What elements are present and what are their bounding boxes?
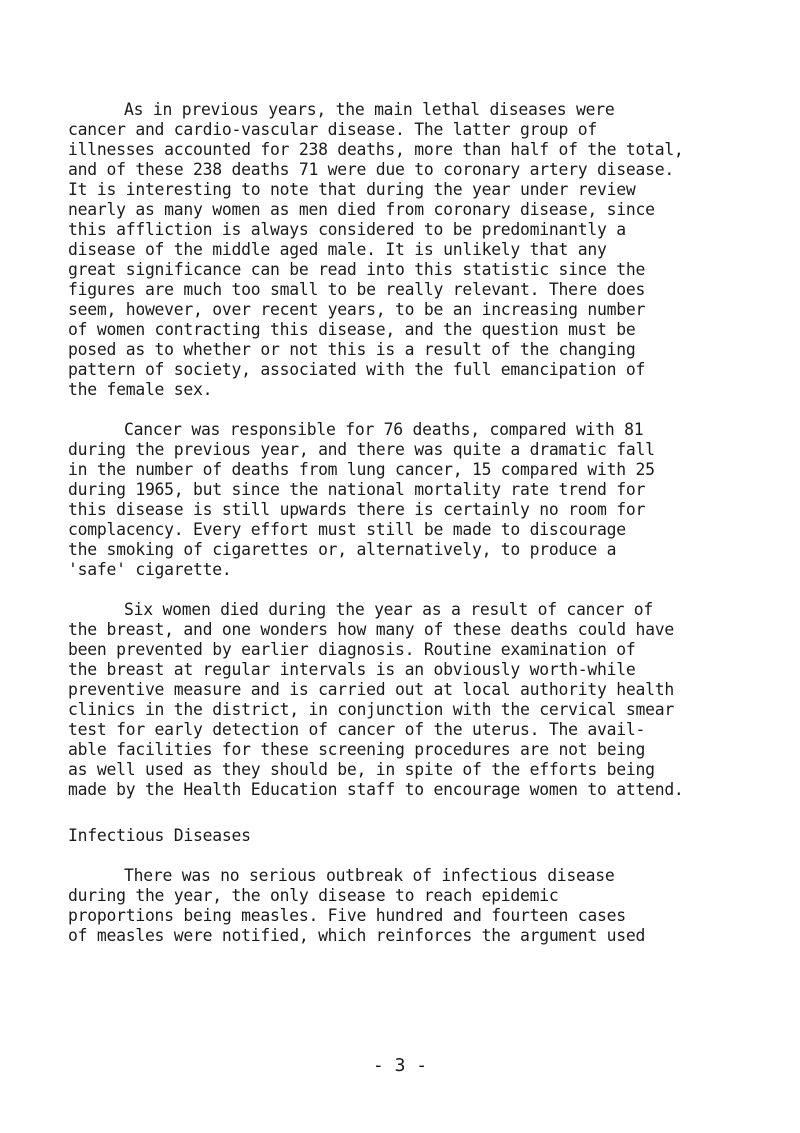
text-line: proportions being measles. Five hundred and fourteen cases (68, 906, 626, 925)
text-line: nearly as many women as men died from coronary disease, since (68, 200, 655, 219)
text-line: the breast at regular intervals is an obviously worth-while (68, 660, 636, 679)
text-line: able facilities for these screening procedures are not being (68, 740, 646, 759)
text-line: been prevented by earlier diagnosis. Routine examination of (68, 640, 636, 659)
page-number: - 3 - (372, 1055, 428, 1076)
text-line: seem, however, over recent years, to be an increasing number (68, 300, 646, 319)
text-line: figures are much too small to be really relevant. There does (68, 280, 646, 299)
text-line: It is interesting to note that during the year under review (68, 180, 636, 199)
text-line: the smoking of cigarettes or, alternatively, to produce a (68, 540, 617, 559)
text-line: the female sex. (68, 380, 213, 399)
text-line: and of these 238 deaths 71 were due to coronary artery disease. (68, 160, 674, 179)
text-line: clinics in the district, in conjunction with the cervical smear (68, 700, 674, 719)
text-line: in the number of deaths from lung cancer, 15 compared with 25 (68, 460, 655, 479)
text-line: this affliction is always considered to be predominantly a (68, 220, 626, 239)
text-line: 'safe' cigarette. (68, 560, 232, 579)
text-line: posed as to whether or not this is a result of the changing (68, 340, 636, 359)
text-line: during the year, the only disease to reach epidemic (68, 886, 559, 905)
section-heading: Infectious Diseases (68, 826, 251, 845)
text-line: during 1965, but since the national mortality rate trend for (68, 480, 646, 499)
text-line: Cancer was responsible for 76 deaths, compared with 81 (124, 420, 644, 439)
text-line: There was no serious outbreak of infectious disease (124, 866, 615, 885)
text-line: disease of the middle aged male. It is unlikely that any (68, 240, 607, 259)
text-line: illnesses accounted for 238 deaths, more than half of the total, (68, 140, 684, 159)
text-line: Six women died during the year as a result of cancer of (124, 600, 653, 619)
text-line: as well used as they should be, in spite of the efforts being (68, 760, 655, 779)
text-line: made by the Health Education staff to encourage women to attend. (68, 780, 684, 799)
text-line: test for early detection of cancer of the uterus. The avail- (68, 720, 646, 739)
text-line: of measles were notified, which reinforces the argument used (68, 926, 646, 945)
text-line: pattern of society, associated with the full emancipation of (68, 360, 646, 379)
text-line: cancer and cardio-vascular disease. The latter group of (68, 120, 597, 139)
text-line: of women contracting this disease, and the question must be (68, 320, 636, 339)
text-line: the breast, and one wonders how many of these deaths could have (68, 620, 674, 639)
text-line: during the previous year, and there was quite a dramatic fall (68, 440, 655, 459)
text-line: preventive measure and is carried out at local authority health (68, 680, 674, 699)
text-line: great significance can be read into this statistic since the (68, 260, 646, 279)
text-line: complacency. Every effort must still be made to discourage (68, 520, 626, 539)
text-line: this disease is still upwards there is certainly no room for (68, 500, 646, 519)
text-line: As in previous years, the main lethal diseases were (124, 100, 615, 119)
